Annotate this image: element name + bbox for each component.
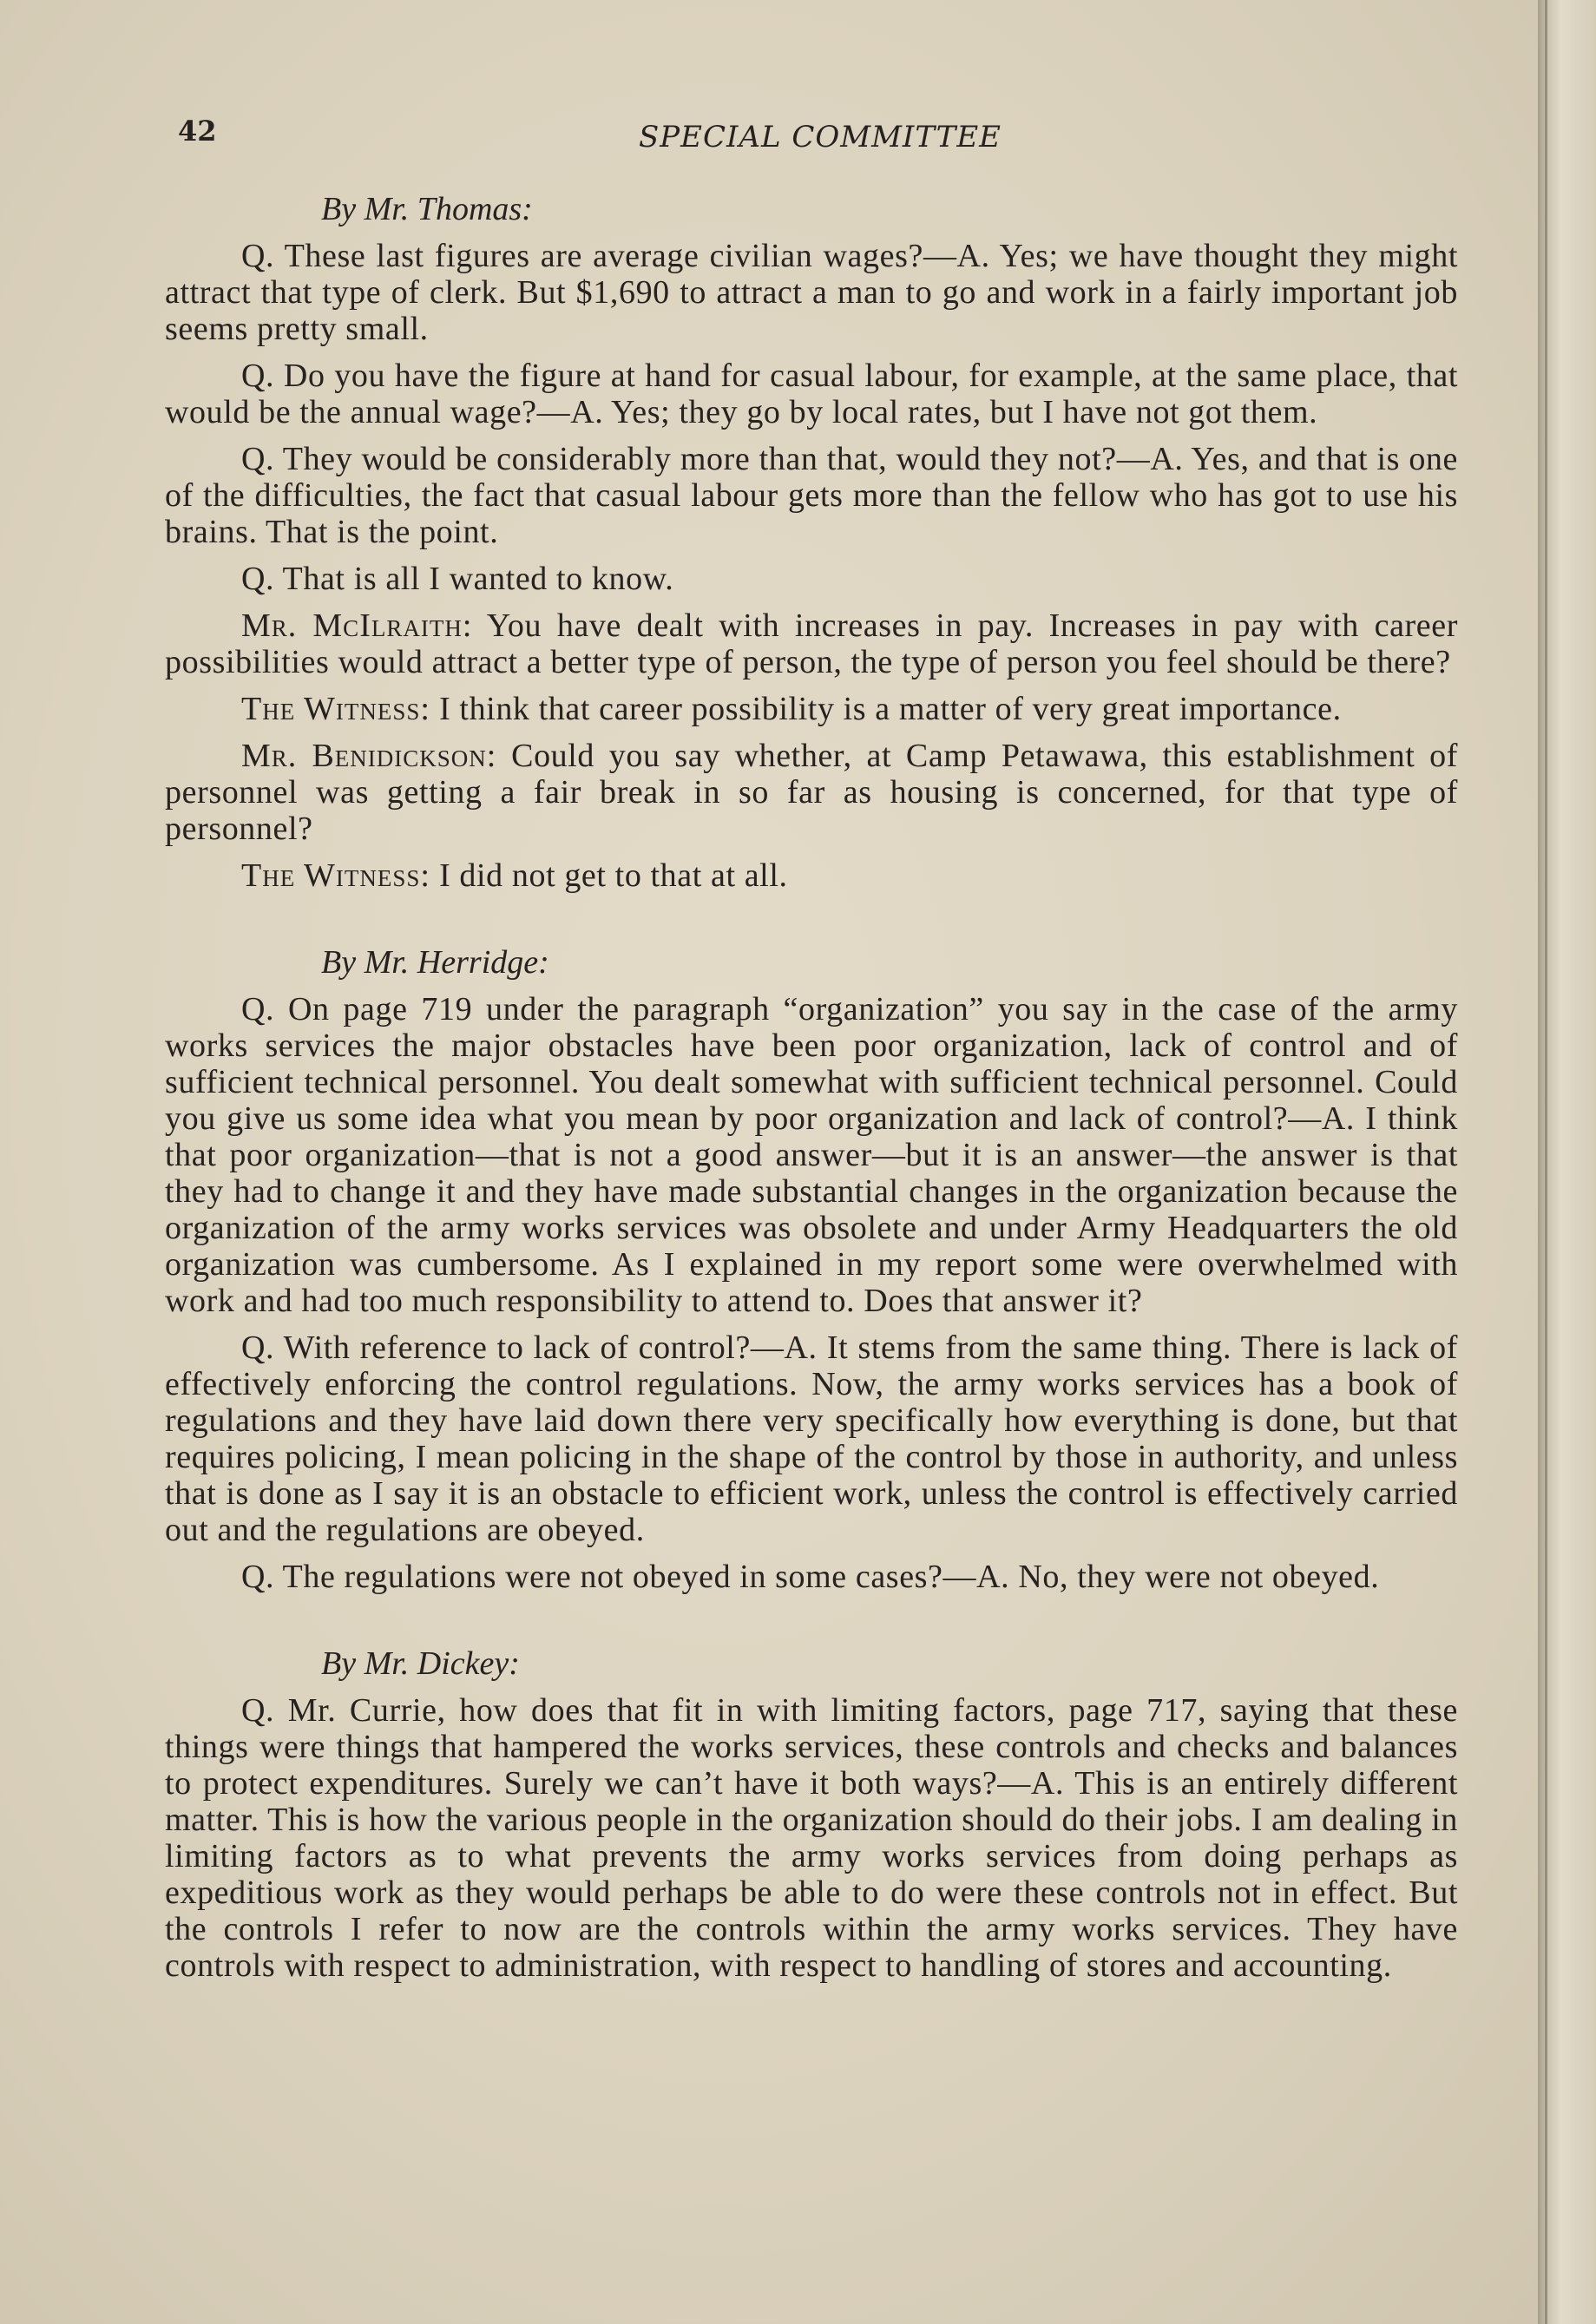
paragraph-text: Q. That is all I wanted to know. — [241, 561, 674, 597]
page-number: 42 — [178, 115, 217, 148]
paragraph — [165, 441, 1458, 550]
speaker-name: Mr. Benidickson: — [241, 738, 497, 774]
page-body — [165, 182, 1458, 1994]
paragraph-text: You have dealt with increases in pay. Increases in pay with career possibilities would attract a better type of person, the type of person you feel should be there? — [165, 607, 1458, 680]
speaker-name: The Witness: — [241, 691, 430, 727]
paragraph-text: Q. Do you have the figure at hand for casual labour, for example, at the same place, that would be the annual wage?—A. Yes; they go by local rates, but I have not got them. — [165, 358, 1458, 430]
paragraph — [165, 738, 1458, 847]
paragraph — [165, 1329, 1458, 1548]
section-gap — [165, 1605, 1458, 1637]
section-heading: By Mr. Dickey: — [321, 1645, 520, 1682]
paragraph — [165, 238, 1458, 347]
paragraph — [165, 358, 1458, 430]
paragraph — [165, 607, 1458, 680]
paragraph-text: Q. They would be considerably more than that, would they not?—A. Yes, and that is one of the difficulties, the fact that casual labour gets more than the fellow who has got to use his brains. That is the point. — [165, 441, 1458, 550]
paragraph-text: I did not get to that at all. — [439, 857, 788, 894]
paragraph — [165, 857, 1458, 894]
paragraph-text: Could you say whether, at Camp Petawawa, this establishment of personnel was getting a fair break in so far as housing is concerned, for that type of personnel? — [165, 738, 1458, 847]
section-heading: By Mr. Thomas: — [321, 191, 533, 227]
paragraph — [165, 991, 1458, 1319]
paragraph — [165, 561, 1458, 597]
speaker-name: The Witness: — [241, 857, 430, 894]
paragraph-text: Q. Mr. Currie, how does that fit in with limiting factors, page 717, saying that these things were things that hampered the works services, these controls and checks and balances to protect expenditures. Surely we can’t have it both ways?—A. This is an entirely different matter. This is how the various people in the organization should do their jobs. I am dealing in limiting factors as to what prevents the army works services from doing perhaps as expeditious work as they would perhaps be able to do were these controls not in effect. But the controls I refer to now are the controls within the army works services. They have controls with respect to administration, with respect to handling of stores and accounting. — [165, 1692, 1458, 1984]
binding-edge — [1545, 0, 1547, 2324]
paragraph-text: Q. With reference to lack of control?—A. It stems from the same thing. There is lack of effectively enforcing the control regulations. Now, the army works services has a book of regulations and they have laid down there very specifically how everything is done, but that requires policing, I mean policing in the shape of the control by those in authority, and unless that is done as I say it is an obstacle to efficient work, unless the control is effectively carried out and the regulations are obeyed. — [165, 1329, 1458, 1548]
section-gap — [165, 904, 1458, 936]
paragraph-text: Q. These last figures are average civilian wages?—A. Yes; we have thought they might attract that type of clerk. But $1,690 to attract a man to go and work in a fairly important job seems pretty small. — [165, 238, 1458, 347]
speaker-name: Mr. McIlraith: — [241, 607, 473, 644]
running-title: SPECIAL COMMITTEE — [639, 120, 1002, 154]
paragraph-text: Q. On page 719 under the paragraph “organization” you say in the case of the army works services the major obstacles have been poor organization, lack of control and of sufficient technical personnel. You dealt somewhat with sufficient technical personnel. Could you give us some idea what you mean by poor organization and lack of control?—A. I think that poor organization—that is not a good answer—but it is an answer—the answer is that they had to change it and they have made substantial changes in the organization because the organization of the army works services was obsolete and under Army Headquarters the old organization was cumbersome. As I explained in my report some were overwhelmed with work and had too much responsibility to attend to. Does that answer it? — [165, 991, 1458, 1319]
section-heading: By Mr. Herridge: — [321, 944, 549, 981]
paragraph-text: I think that career possibility is a matter of very great importance. — [439, 691, 1342, 727]
paragraph-text: Q. The regulations were not obeyed in some cases?—A. No, they were not obeyed. — [241, 1559, 1380, 1595]
paragraph — [165, 1559, 1458, 1595]
paragraph — [165, 691, 1458, 727]
paragraph — [165, 1692, 1458, 1984]
page-header — [178, 115, 1462, 167]
